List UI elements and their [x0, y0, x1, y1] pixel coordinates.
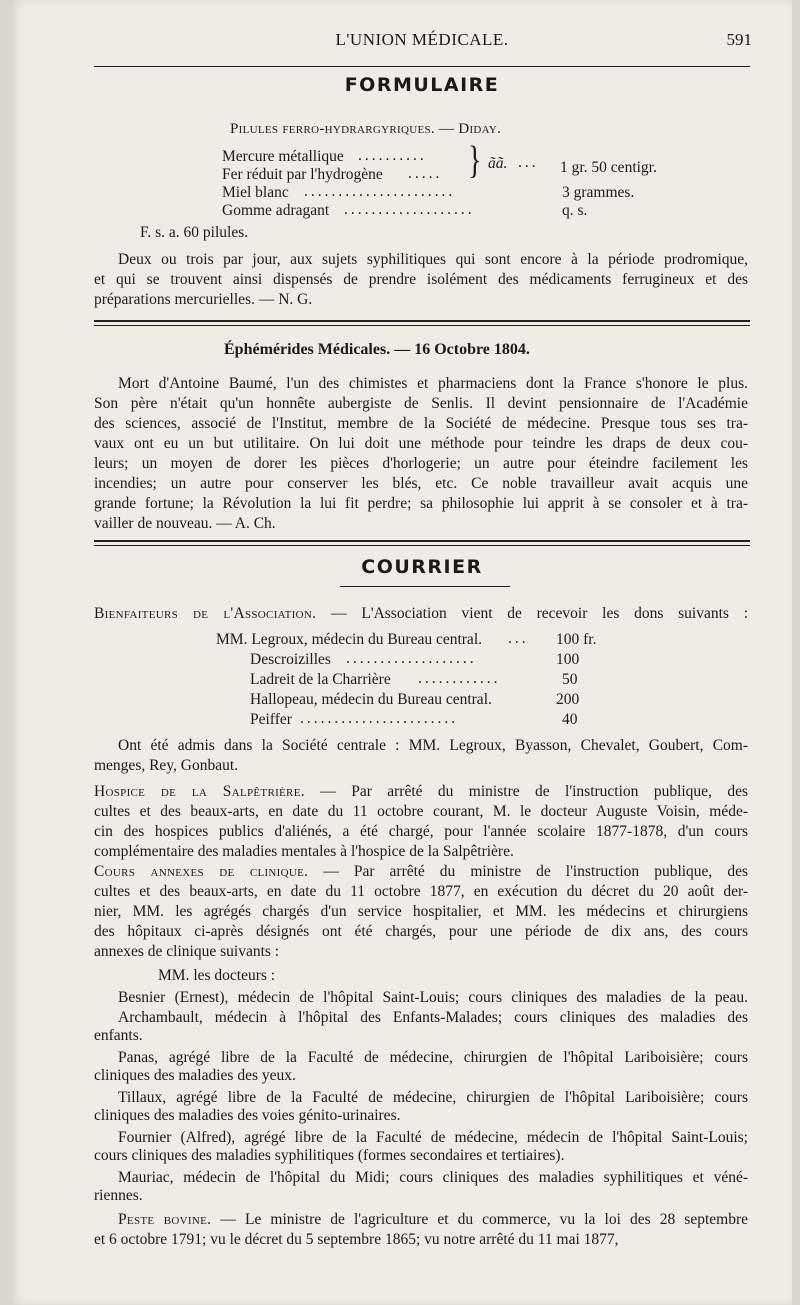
run-in-head: Cours annexes de clinique. [94, 863, 309, 880]
body-line: Ont été admis dans la Société centrale : MM. Legroux, Byasson, Chevalet, Goubert, Com- [118, 737, 748, 754]
donor-amount: 40 [562, 711, 578, 728]
leader-dots: ...................... [304, 183, 456, 200]
body-line [118, 1210, 748, 1230]
body-line: Son père n'était qu'un honnête aubergiste de Senlis. Il devint pensionnaire de l'Académie [94, 395, 748, 412]
recipe-instruction: F. s. a. 60 pilules. [140, 224, 249, 241]
brace: } [468, 139, 482, 183]
courrier-title: COURRIER [361, 556, 483, 578]
body-line: complémentaire des maladies mentales à l'hospice de la Salpêtrière. [94, 843, 514, 860]
ingredient-name: Mercure métallique [222, 148, 344, 165]
ingredient-qty: 1 gr. 50 centigr. [560, 159, 657, 176]
entry-line: Archambault, médecin à l'hôpital des Enfants-Malades; cours cliniques des maladies des [118, 1009, 748, 1026]
aa-label: ãã. [488, 155, 508, 172]
donor-name: Ladreit de la Charrière [250, 671, 391, 688]
body-line: Mort d'Antoine Baumé, l'un des chimistes et pharmaciens dont la France s'honore le plus. [118, 375, 748, 392]
ingredient-name: Fer réduit par l'hydrogène [222, 166, 383, 183]
donor-name: MM. Legroux, médecin du Bureau central. [216, 631, 482, 648]
newspaper-page [10, 0, 792, 1305]
recipe-title: Pilules ferro-hydrargyriques. — Diday. [230, 121, 502, 137]
run-in-head: Hospice de la Salpêtrière. [94, 783, 305, 800]
entry-line: Besnier (Ernest), médecin de l'hôpital Saint-Louis; cours cliniques des maladies de la peau. [118, 989, 748, 1006]
ingredient-qty: q. s. [562, 202, 588, 219]
ingredient-name: Miel blanc [222, 184, 289, 201]
body-line: MM. les docteurs : [158, 967, 276, 984]
running-header [94, 30, 750, 60]
body-line [94, 604, 748, 624]
section-rule [94, 320, 750, 326]
donor-name: Hallopeau, médecin du Bureau central. [250, 691, 492, 708]
entry-line: cliniques des maladies des voies génito-urinaires. [94, 1107, 401, 1124]
entry-line: Fournier (Alfred), agrégé libre de la Faculté de médecine, médecin de l'hôpital Saint-Louis; [118, 1129, 748, 1146]
body-line: nier, MM. les agrégés chargés d'un service hospitalier, et MM. les médecins et chirurgiens [94, 903, 748, 920]
donor-amount: 200 [556, 691, 580, 708]
title-underline [340, 586, 510, 587]
entry-line: Mauriac, médecin de l'hôpital du Midi; cours cliniques des maladies syphilitiques et véné- [118, 1169, 748, 1186]
page-number: 591 [726, 30, 752, 49]
ingredient-name: Gomme adragant [222, 202, 330, 219]
donor-name: Peiffer [250, 711, 292, 728]
leader-dots: ................... [344, 201, 475, 218]
ingredient-qty: 3 grammes. [562, 184, 635, 201]
header-rule [94, 66, 750, 67]
run-in-text: — Par arrêté du ministre de l'instruction publique, des [304, 783, 748, 800]
run-in-text: — Le ministre de l'agriculture et du commerce, vu la loi des 28 septembre [211, 1211, 748, 1228]
ephemerides-title: Éphémérides Médicales. — 16 Octobre 1804. [224, 341, 530, 358]
leader-dots: ..... [408, 165, 443, 182]
body-line: et 6 octobre 1791; vu le décret du 5 septembre 1865; vu notre arrêté du 11 mai 1877, [94, 1231, 619, 1248]
body-line: vailler de nouveau. — A. Ch. [94, 515, 276, 532]
body-line: menges, Rey, Gonbaut. [94, 757, 239, 774]
donor-amount: 100 [556, 651, 580, 668]
leader-dots: ................... [346, 650, 477, 667]
leader-dots: .......... [358, 147, 427, 164]
body-line [94, 782, 748, 802]
body-line: Deux ou trois par jour, aux sujets syphilitiques qui sont encore à la période prodromique, [118, 251, 748, 268]
body-line: leurs; un moyen de dorer les pièces d'horlogerie; un autre pour éteindre facilement les [94, 455, 748, 472]
body-line: cultes et des beaux-arts, en date du 11 octobre 1877, en exécution du décret du 20 août der- [94, 883, 748, 900]
journal-title: L'UNION MÉDICALE. [335, 30, 509, 49]
donor-name: Descroizilles [250, 651, 331, 668]
entry-line: cours cliniques des maladies syphilitiques (formes secondaires et tertiaires). [94, 1147, 565, 1164]
run-in-head: Bienfaiteurs de l'Association. [94, 605, 317, 622]
body-line: et qui se trouvent ainsi dispensés de prendre isolément des médicaments ferrugineux et des [94, 271, 748, 288]
body-line: grande fortune; la Révolution la lui fit perdre; sa philosophie lui apprit à se consoler et à tra- [94, 495, 748, 512]
body-line: cin des hospices publics d'aliénés, a été chargé, pour l'année scolaire 1877-1878, d'un cours [94, 823, 748, 840]
body-line: des hôpitaux ci-après désignés ont été chargés, pour une période de dix ans, des cours [94, 923, 748, 940]
leader-dots: ... [518, 154, 539, 171]
entry-line: Tillaux, agrégé libre de la Faculté de médecine, chirurgien de l'hôpital Lariboisière; cours [118, 1089, 748, 1106]
donor-amount: 100 fr. [556, 631, 597, 648]
leader-dots: ............ [418, 670, 501, 687]
donor-amount: 50 [562, 671, 578, 688]
entry-line: Panas, agrégé libre de la Faculté de médecine, chirurgien de l'hôpital Lariboisière; cours [118, 1049, 748, 1066]
entry-line: enfants. [94, 1027, 143, 1044]
body-line: vaux ont eu un but utilitaire. On lui doit une méthode pour teindre les draps de deux cou- [94, 435, 748, 452]
run-in-head: Peste bovine. [118, 1211, 212, 1228]
leader-dots: ... [508, 630, 529, 647]
run-in-text: — L'Association vient de recevoir les dons suivants : [316, 605, 749, 622]
body-line [94, 862, 748, 882]
formulaire-title: FORMULAIRE [344, 74, 500, 96]
entry-line: riennes. [94, 1187, 143, 1204]
run-in-text: — Par arrêté du ministre de l'instruction publique, des [308, 863, 748, 880]
body-line: annexes de clinique suivants : [94, 943, 280, 960]
section-rule [94, 540, 750, 546]
leader-dots: ....................... [300, 710, 459, 727]
body-line: incendies; un autre pour conserver les blés, etc. Ce noble travailleur avait acquis une [94, 475, 748, 492]
body-line: des sciences, associé de l'Institut, membre de la Société de médecine. Presque tous ses tra- [94, 415, 748, 432]
entry-line: cliniques des maladies des yeux. [94, 1067, 296, 1084]
body-line: préparations mercurielles. — N. G. [94, 291, 313, 308]
body-line: cultes et des beaux-arts, en date du 11 octobre courant, M. le docteur Auguste Voisin, méde- [94, 803, 748, 820]
